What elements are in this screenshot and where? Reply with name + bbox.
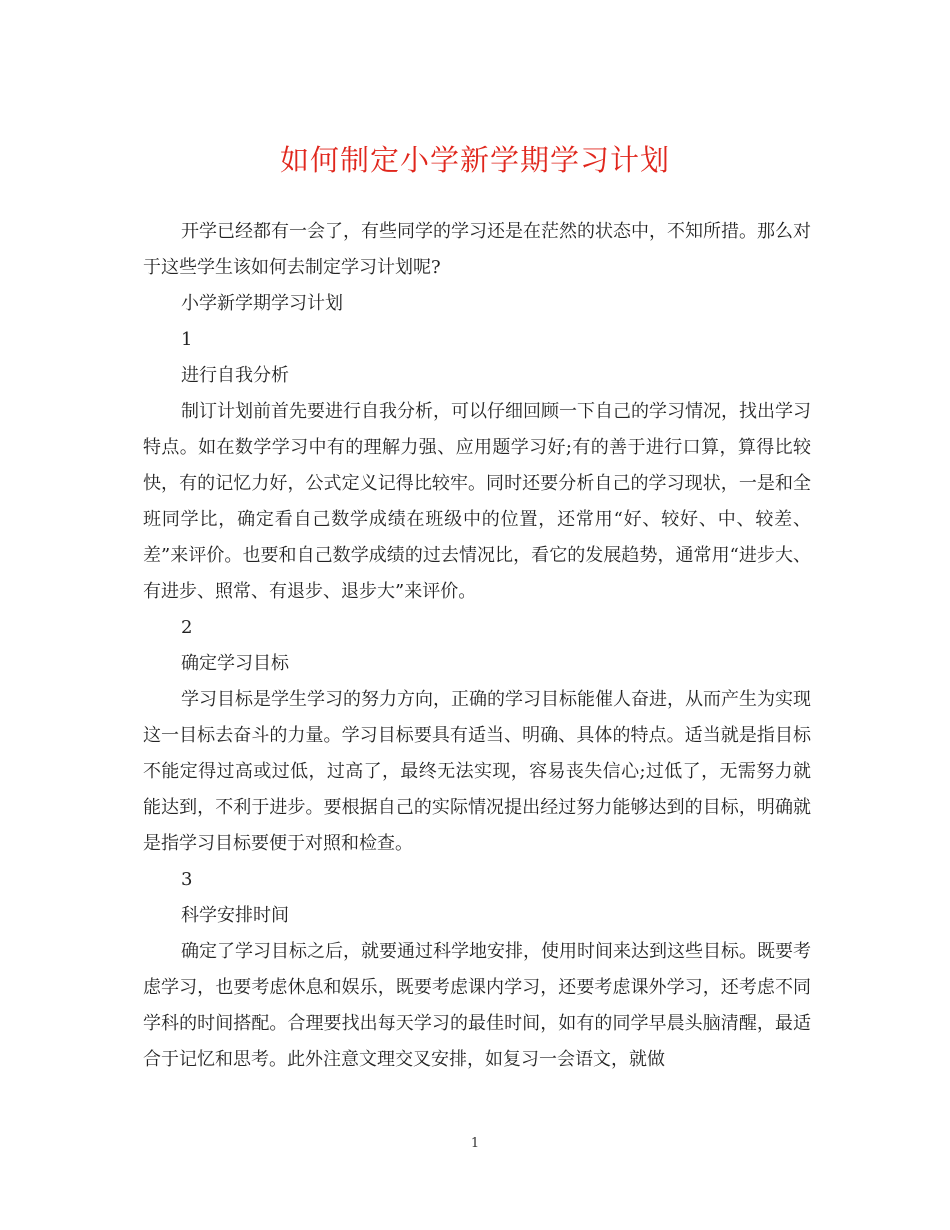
section-number-2: 2 — [181, 617, 193, 638]
section-body-3: 确定了学习目标之后，就要通过科学地安排，使用时间来达到这些目标。既要考虑学习，也要考虑休息和娱乐，既要考虑课内学习，还要考虑课外学习，还考虑不同学科的时间搭配。合理要找出每天学习的最佳时间，如有的同学早晨头脑清醒，最适合于记忆和思考。此外注意文理交叉安排，如复习一会语文，就做 — [143, 941, 811, 1070]
document-body — [143, 214, 811, 1078]
section-body-1: 制订计划前首先要进行自我分析，可以仔细回顾一下自己的学习情况，找出学习特点。如在数学学习中有的理解力强、应用题学习好;有的善于进行口算，算得比较快，有的记忆力好，公式定义记得比较牢。同时还要分析自己的学习现状，一是和全班同学比，确定看自己数学成绩在班级中的位置，还常用“好、较好、中、较差、差”来评价。也要和自己数学成绩的过去情况比，看它的发展趋势，通常用“进步大、有进步、照常、有退步、退步大”来评价。 — [143, 401, 811, 602]
section-heading-2: 确定学习目标 — [181, 653, 289, 674]
document-title: 如何制定小学新学期学习计划 — [279, 143, 670, 177]
section-heading-3: 科学安排时间 — [181, 905, 289, 926]
section-body-2: 学习目标是学生学习的努力方向，正确的学习目标能催人奋进，从而产生为实现这一目标去奋斗的力量。学习目标要具有适当、明确、具体的特点。适当就是指目标不能定得过高或过低，过高了，最终无法实现，容易丧失信心;过低了，无需努力就能达到，不利于进步。要根据自己的实际情况提出经过努力能够达到的目标，明确就是指学习目标要便于对照和检查。 — [143, 689, 811, 854]
page-number: 1 — [470, 1136, 480, 1151]
paragraph-subtitle: 小学新学期学习计划 — [181, 293, 343, 314]
section-number-1: 1 — [181, 329, 193, 350]
section-number-3: 3 — [181, 869, 193, 890]
paragraph-intro: 开学已经都有一会了，有些同学的学习还是在茫然的状态中，不知所措。那么对于这些学生该如何去制定学习计划呢? — [143, 221, 811, 278]
section-heading-1: 进行自我分析 — [181, 365, 289, 386]
